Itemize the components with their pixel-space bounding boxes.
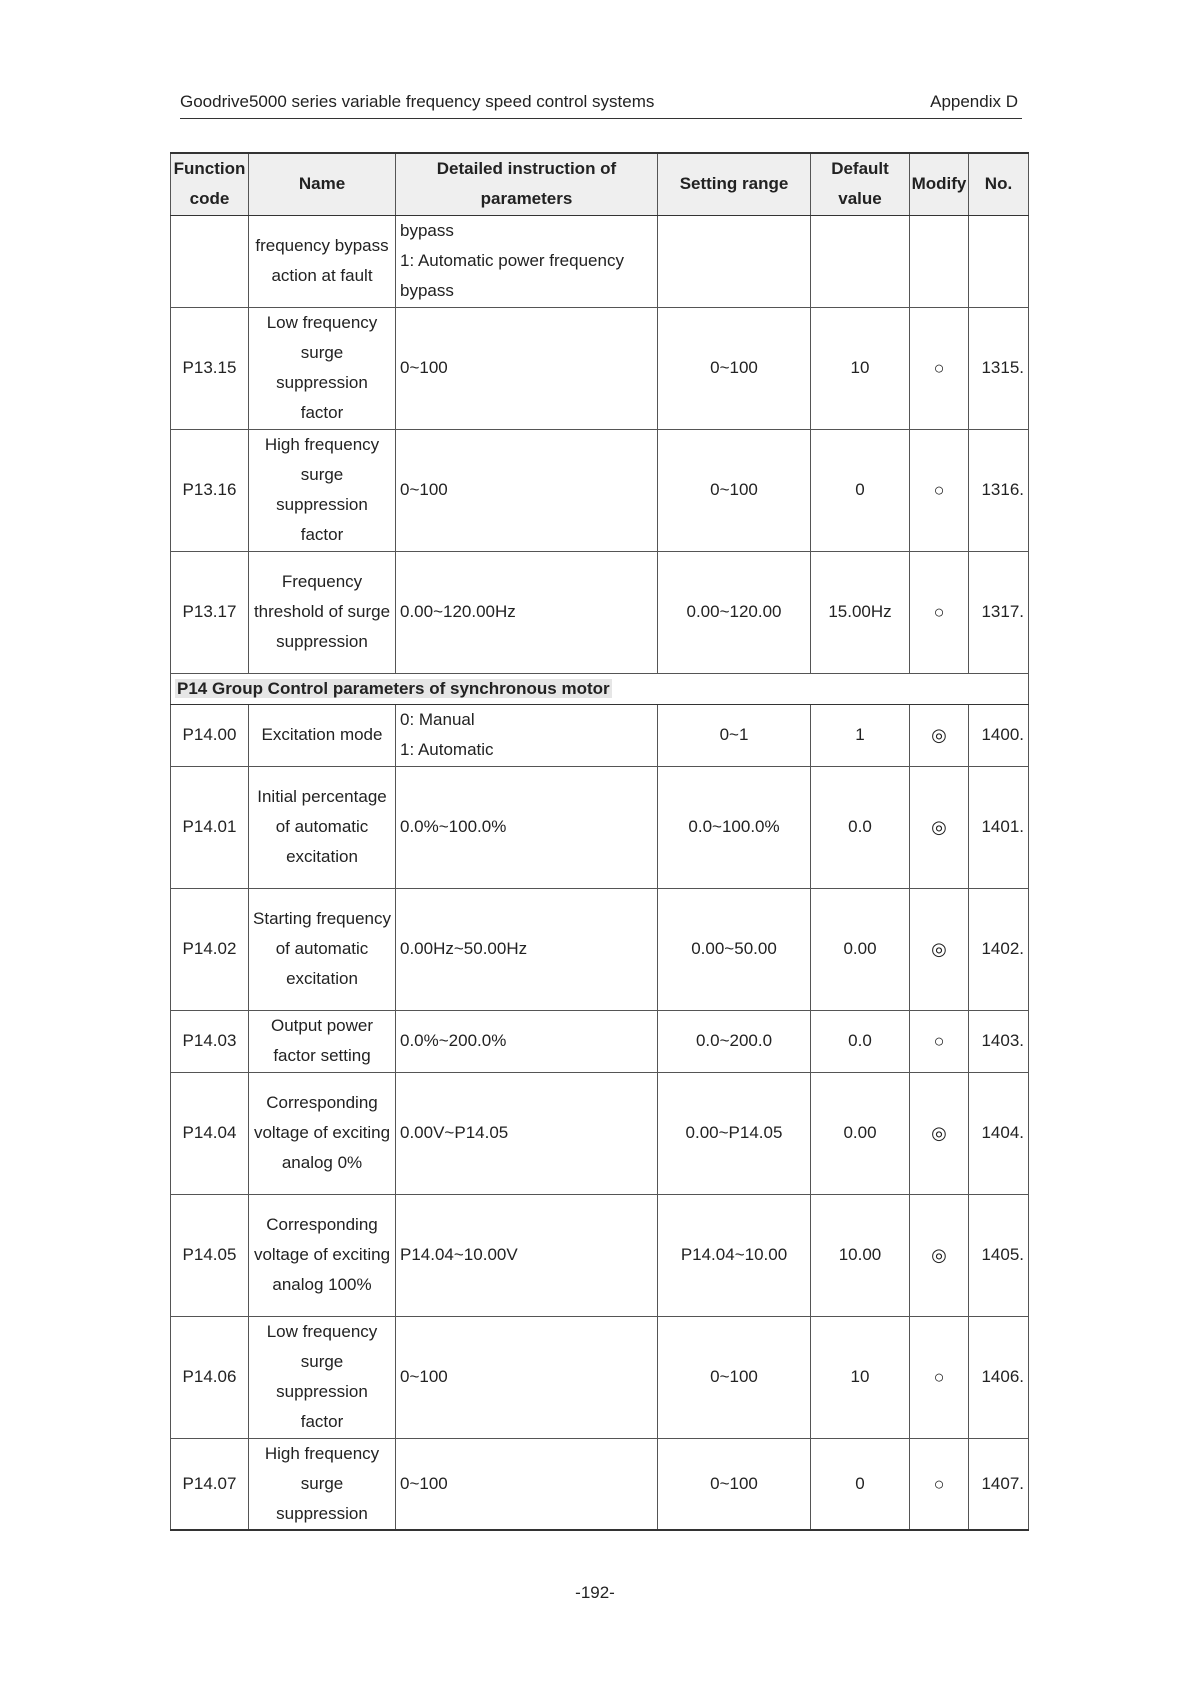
cell-name: Initial percentage of automatic excitation <box>249 766 396 888</box>
table-row <box>171 215 1029 307</box>
cell-no: 1400. <box>969 704 1029 766</box>
table-row <box>171 888 1029 1010</box>
cell-name: Corresponding voltage of exciting analog 100% <box>249 1194 396 1316</box>
table-row <box>171 307 1029 429</box>
col-header-default: Default value <box>811 153 910 215</box>
cell-code: P14.04 <box>171 1072 249 1194</box>
cell-range: 0~100 <box>658 429 811 551</box>
cell-default: 0.00 <box>811 888 910 1010</box>
cell-modify <box>910 215 969 307</box>
cell-no: 1404. <box>969 1072 1029 1194</box>
table-row <box>171 1072 1029 1194</box>
group-cell <box>171 673 1029 704</box>
cell-code: P13.16 <box>171 429 249 551</box>
cell-name: Output power factor setting <box>249 1010 396 1072</box>
modify-symbol: ○ <box>910 1010 969 1072</box>
col-header-no: No. <box>969 153 1029 215</box>
cell-default: 0.0 <box>811 766 910 888</box>
cell-range: 0~100 <box>658 307 811 429</box>
cell-name: Low frequency surge suppression factor <box>249 1316 396 1438</box>
cell-code: P14.02 <box>171 888 249 1010</box>
table-row <box>171 1010 1029 1072</box>
modify-symbol: ◎ <box>910 704 969 766</box>
desc-line: bypass <box>400 281 454 300</box>
cell-desc: 0.00~120.00Hz <box>396 551 658 673</box>
cell-range: 0~100 <box>658 1316 811 1438</box>
cell-code: P13.17 <box>171 551 249 673</box>
modify-symbol: ○ <box>910 429 969 551</box>
cell-default: 10.00 <box>811 1194 910 1316</box>
cell-desc: 0~100 <box>396 1316 658 1438</box>
table-row <box>171 766 1029 888</box>
modify-symbol: ○ <box>910 1316 969 1438</box>
desc-line: 1: Automatic power frequency <box>400 251 624 270</box>
cell-default <box>811 215 910 307</box>
cell-name: High frequency surge suppression factor <box>249 429 396 551</box>
cell-name: Starting frequency of automatic excitation <box>249 888 396 1010</box>
cell-name: Frequency threshold of surge suppression <box>249 551 396 673</box>
cell-code: P14.06 <box>171 1316 249 1438</box>
cell-code: P13.15 <box>171 307 249 429</box>
col-header-name: Name <box>249 153 396 215</box>
cell-desc: P14.04~10.00V <box>396 1194 658 1316</box>
table-row <box>171 429 1029 551</box>
cell-name: Low frequency surge suppression factor <box>249 307 396 429</box>
desc-line: 1: Automatic <box>400 740 494 759</box>
cell-name: frequency bypass action at fault <box>249 215 396 307</box>
cell-default: 10 <box>811 307 910 429</box>
cell-code: P14.03 <box>171 1010 249 1072</box>
cell-no: 1317. <box>969 551 1029 673</box>
cell-no: 1405. <box>969 1194 1029 1316</box>
col-header-modify: Modify <box>910 153 969 215</box>
cell-default: 0 <box>811 1438 910 1530</box>
page-number: -192- <box>575 1583 615 1602</box>
cell-range: 0.00~50.00 <box>658 888 811 1010</box>
desc-line: 0: Manual <box>400 710 475 729</box>
table-row <box>171 1316 1029 1438</box>
col-header-function-code: Function code <box>171 153 249 215</box>
cell-range: 0~100 <box>658 1438 811 1530</box>
cell-default: 0 <box>811 429 910 551</box>
cell-desc: 0~100 <box>396 1438 658 1530</box>
cell-default: 1 <box>811 704 910 766</box>
desc-line: bypass <box>400 221 454 240</box>
cell-default: 0.00 <box>811 1072 910 1194</box>
cell-range <box>658 215 811 307</box>
cell-default: 0.0 <box>811 1010 910 1072</box>
modify-symbol: ○ <box>910 307 969 429</box>
cell-range: 0.00~P14.05 <box>658 1072 811 1194</box>
page-header <box>180 92 1022 119</box>
table-row <box>171 1438 1029 1530</box>
cell-no: 1401. <box>969 766 1029 888</box>
cell-desc <box>396 704 658 766</box>
cell-desc: 0.00Hz~50.00Hz <box>396 888 658 1010</box>
col-header-detailed: Detailed instruction of parameters <box>396 153 658 215</box>
cell-no: 1403. <box>969 1010 1029 1072</box>
modify-symbol: ○ <box>910 1438 969 1530</box>
modify-symbol: ○ <box>910 551 969 673</box>
cell-code <box>171 215 249 307</box>
cell-name: High frequency surge suppression <box>249 1438 396 1530</box>
cell-default: 10 <box>811 1316 910 1438</box>
cell-desc: 0~100 <box>396 429 658 551</box>
cell-no: 1402. <box>969 888 1029 1010</box>
cell-range: 0~1 <box>658 704 811 766</box>
appendix-label: Appendix D <box>930 92 1018 111</box>
cell-no <box>969 215 1029 307</box>
cell-no: 1315. <box>969 307 1029 429</box>
table-row <box>171 704 1029 766</box>
col-header-setting-range: Setting range <box>658 153 811 215</box>
modify-symbol: ◎ <box>910 1194 969 1316</box>
cell-desc: 0.0%~200.0% <box>396 1010 658 1072</box>
cell-name: Excitation mode <box>249 704 396 766</box>
parameter-table <box>170 152 1029 1531</box>
cell-range: 0.0~200.0 <box>658 1010 811 1072</box>
cell-desc <box>396 215 658 307</box>
cell-code: P14.05 <box>171 1194 249 1316</box>
group-title: P14 Group Control parameters of synchronous motor <box>177 678 610 698</box>
cell-no: 1316. <box>969 429 1029 551</box>
modify-symbol: ◎ <box>910 888 969 1010</box>
cell-code: P14.07 <box>171 1438 249 1530</box>
cell-name: Corresponding voltage of exciting analog 0% <box>249 1072 396 1194</box>
cell-desc: 0.00V~P14.05 <box>396 1072 658 1194</box>
table-row <box>171 551 1029 673</box>
cell-no: 1407. <box>969 1438 1029 1530</box>
table-header-row <box>171 153 1029 215</box>
cell-no: 1406. <box>969 1316 1029 1438</box>
cell-code: P14.01 <box>171 766 249 888</box>
cell-range: 0.0~100.0% <box>658 766 811 888</box>
cell-range: 0.00~120.00 <box>658 551 811 673</box>
cell-range: P14.04~10.00 <box>658 1194 811 1316</box>
modify-symbol: ◎ <box>910 1072 969 1194</box>
group-row <box>171 673 1029 704</box>
cell-desc: 0~100 <box>396 307 658 429</box>
cell-default: 15.00Hz <box>811 551 910 673</box>
modify-symbol: ◎ <box>910 766 969 888</box>
cell-desc: 0.0%~100.0% <box>396 766 658 888</box>
document-title: Goodrive5000 series variable frequency speed control systems <box>180 92 655 111</box>
cell-code: P14.00 <box>171 704 249 766</box>
table-row <box>171 1194 1029 1316</box>
